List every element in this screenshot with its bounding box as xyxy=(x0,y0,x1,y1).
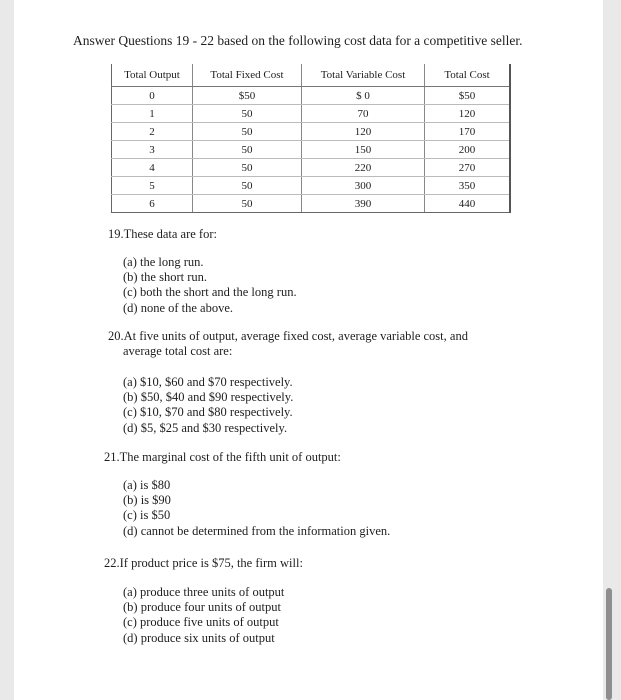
header-total-fixed-cost: Total Fixed Cost xyxy=(193,64,302,87)
option-b: (b) is $90 xyxy=(123,493,171,508)
cell-fixed-cost: 50 xyxy=(193,123,302,141)
question-text: The marginal cost of the fifth unit of output: xyxy=(119,450,341,464)
cell-variable-cost: 70 xyxy=(302,105,425,123)
cell-total-cost: 270 xyxy=(425,159,511,177)
cell-fixed-cost: 50 xyxy=(193,159,302,177)
cell-variable-cost: 390 xyxy=(302,195,425,213)
cell-total-cost: 350 xyxy=(425,177,511,195)
cell-fixed-cost: 50 xyxy=(193,177,302,195)
option-a: (a) is $80 xyxy=(123,478,171,492)
question-number: 20. xyxy=(108,329,124,343)
cell-output: 3 xyxy=(112,141,193,159)
cell-total-cost: 200 xyxy=(425,141,511,159)
table-row xyxy=(112,87,511,105)
cell-variable-cost: 300 xyxy=(302,177,425,195)
table-row xyxy=(112,159,511,177)
option-a: (a) produce three units of output xyxy=(123,585,285,599)
option-b: (b) $50, $40 and $90 respectively. xyxy=(123,390,294,405)
cell-output: 1 xyxy=(112,105,193,123)
question-number: 22. xyxy=(104,556,120,570)
question-21 xyxy=(104,450,341,465)
table-row xyxy=(112,123,511,141)
table-row xyxy=(112,141,511,159)
option-c: (c) both the short and the long run. xyxy=(123,285,297,300)
cell-total-cost: 120 xyxy=(425,105,511,123)
cell-total-cost: 440 xyxy=(425,195,511,213)
question-text-line-2: average total cost are: xyxy=(123,344,233,358)
cell-variable-cost: 220 xyxy=(302,159,425,177)
question-22-options xyxy=(123,585,284,646)
option-d: (d) cannot be determined from the information given. xyxy=(123,523,391,538)
table-row xyxy=(112,105,511,123)
question-19-options xyxy=(123,255,297,316)
cell-variable-cost: $ 0 xyxy=(302,87,425,105)
question-20 xyxy=(108,329,468,359)
cell-fixed-cost: 50 xyxy=(193,195,302,213)
cell-output: 5 xyxy=(112,177,193,195)
cell-total-cost: $50 xyxy=(425,87,511,105)
option-c: (c) is $50 xyxy=(123,508,171,523)
option-a: (a) the long run. xyxy=(123,255,204,269)
option-b: (b) the short run. xyxy=(123,270,208,285)
question-text-line-1: At five units of output, average fixed cost, average variable cost, and xyxy=(123,329,468,343)
question-21-options xyxy=(123,478,390,539)
scrollbar-thumb[interactable] xyxy=(606,588,612,700)
option-d: (d) produce six units of output xyxy=(123,630,275,645)
cell-fixed-cost: 50 xyxy=(193,105,302,123)
question-number: 21. xyxy=(104,450,120,464)
option-a: (a) $10, $60 and $70 respectively. xyxy=(123,375,293,389)
question-text: These data are for: xyxy=(123,227,217,241)
cell-fixed-cost: $50 xyxy=(193,87,302,105)
cell-output: 4 xyxy=(112,159,193,177)
table-row xyxy=(112,177,511,195)
cell-variable-cost: 150 xyxy=(302,141,425,159)
question-number: 19. xyxy=(108,227,124,241)
header-total-variable-cost: Total Variable Cost xyxy=(302,64,425,87)
intro-text: Answer Questions 19 - 22 based on the following cost data for a competitive seller. xyxy=(73,33,523,48)
cell-output: 0 xyxy=(112,87,193,105)
question-22 xyxy=(104,556,303,571)
cell-variable-cost: 120 xyxy=(302,123,425,141)
question-text: If product price is $75, the firm will: xyxy=(119,556,303,570)
question-19 xyxy=(108,227,217,242)
option-c: (c) $10, $70 and $80 respectively. xyxy=(123,405,293,420)
table-header-row xyxy=(112,64,511,87)
cell-fixed-cost: 50 xyxy=(193,141,302,159)
cost-table xyxy=(111,64,511,213)
header-total-cost: Total Cost xyxy=(425,64,511,87)
option-b: (b) produce four units of output xyxy=(123,600,281,615)
header-total-output: Total Output xyxy=(112,64,193,87)
cell-total-cost: 170 xyxy=(425,123,511,141)
option-d: (d) $5, $25 and $30 respectively. xyxy=(123,420,288,435)
option-c: (c) produce five units of output xyxy=(123,615,279,630)
table-row xyxy=(112,195,511,213)
option-d: (d) none of the above. xyxy=(123,300,234,315)
cell-output: 6 xyxy=(112,195,193,213)
cell-output: 2 xyxy=(112,123,193,141)
question-20-options xyxy=(123,375,293,436)
